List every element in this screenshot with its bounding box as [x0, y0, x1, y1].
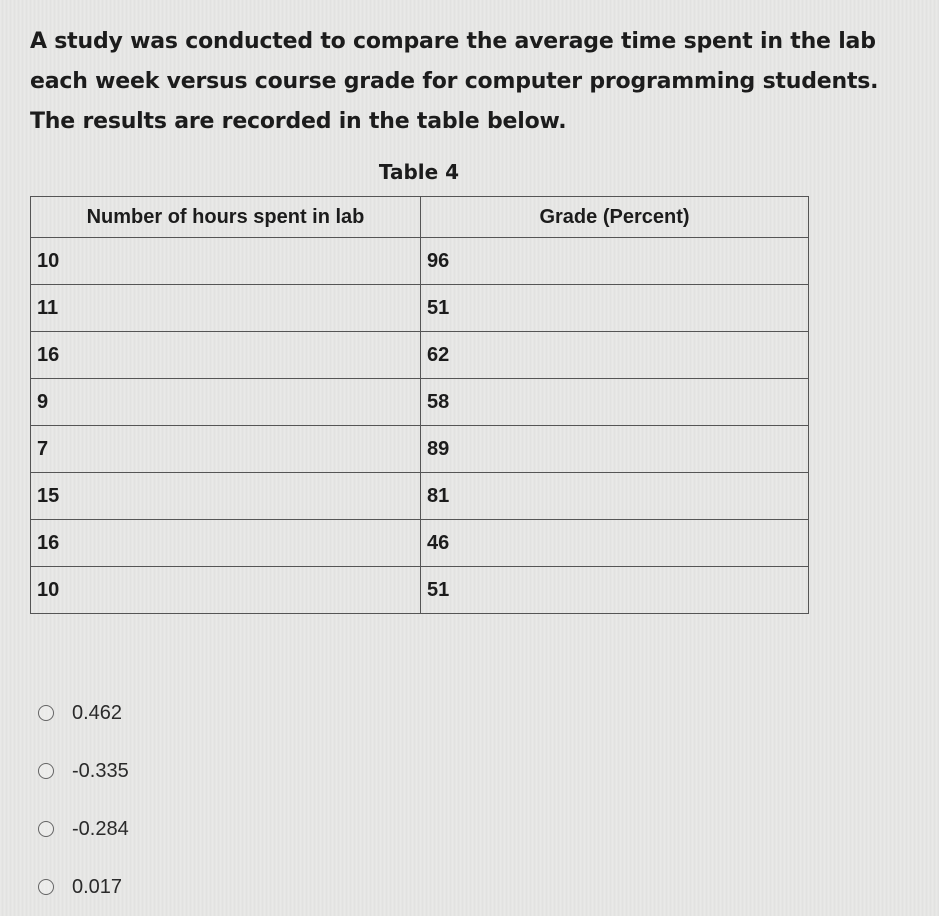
cell-grade: 51: [421, 285, 809, 332]
header-grade: Grade (Percent): [421, 197, 809, 238]
cell-grade: 62: [421, 332, 809, 379]
cell-hours: 16: [31, 332, 421, 379]
option-label: 0.462: [72, 701, 123, 724]
table-caption: Table 4: [378, 160, 460, 184]
question-text: A study was conducted to compare the average time spent in the lab each week versus course grade for computer programming students. The results are recorded in the table below.: [30, 29, 879, 134]
table-header-row: [31, 197, 809, 238]
cell-grade: 89: [421, 426, 809, 473]
radio-button-icon[interactable]: [38, 821, 54, 837]
answer-option-3[interactable]: [38, 800, 129, 858]
table-row: [31, 238, 809, 285]
answer-option-4[interactable]: [38, 858, 129, 916]
cell-hours: 10: [31, 238, 421, 285]
radio-button-icon[interactable]: [38, 705, 54, 721]
cell-grade: 81: [421, 473, 809, 520]
option-label: 0.017: [72, 875, 123, 898]
table-row: [31, 520, 809, 567]
cell-grade: 46: [421, 520, 809, 567]
cell-hours: 11: [31, 285, 421, 332]
answer-options: [38, 684, 129, 916]
radio-button-icon[interactable]: [38, 763, 54, 779]
table-row: [31, 379, 809, 426]
data-table: [30, 196, 809, 614]
cell-hours: 10: [31, 567, 421, 614]
answer-option-2[interactable]: [38, 742, 129, 800]
option-label: -0.335: [72, 759, 129, 782]
table-row: [31, 285, 809, 332]
cell-grade: 96: [421, 238, 809, 285]
table-row: [31, 332, 809, 379]
cell-hours: 7: [31, 426, 421, 473]
option-label: -0.284: [72, 817, 129, 840]
cell-hours: 16: [31, 520, 421, 567]
cell-hours: 15: [31, 473, 421, 520]
cell-grade: 58: [421, 379, 809, 426]
cell-hours: 9: [31, 379, 421, 426]
answer-option-1[interactable]: [38, 684, 129, 742]
table-row: [31, 567, 809, 614]
table-row: [31, 473, 809, 520]
table-row: [31, 426, 809, 473]
radio-button-icon[interactable]: [38, 879, 54, 895]
header-hours: Number of hours spent in lab: [31, 197, 421, 238]
cell-grade: 51: [421, 567, 809, 614]
